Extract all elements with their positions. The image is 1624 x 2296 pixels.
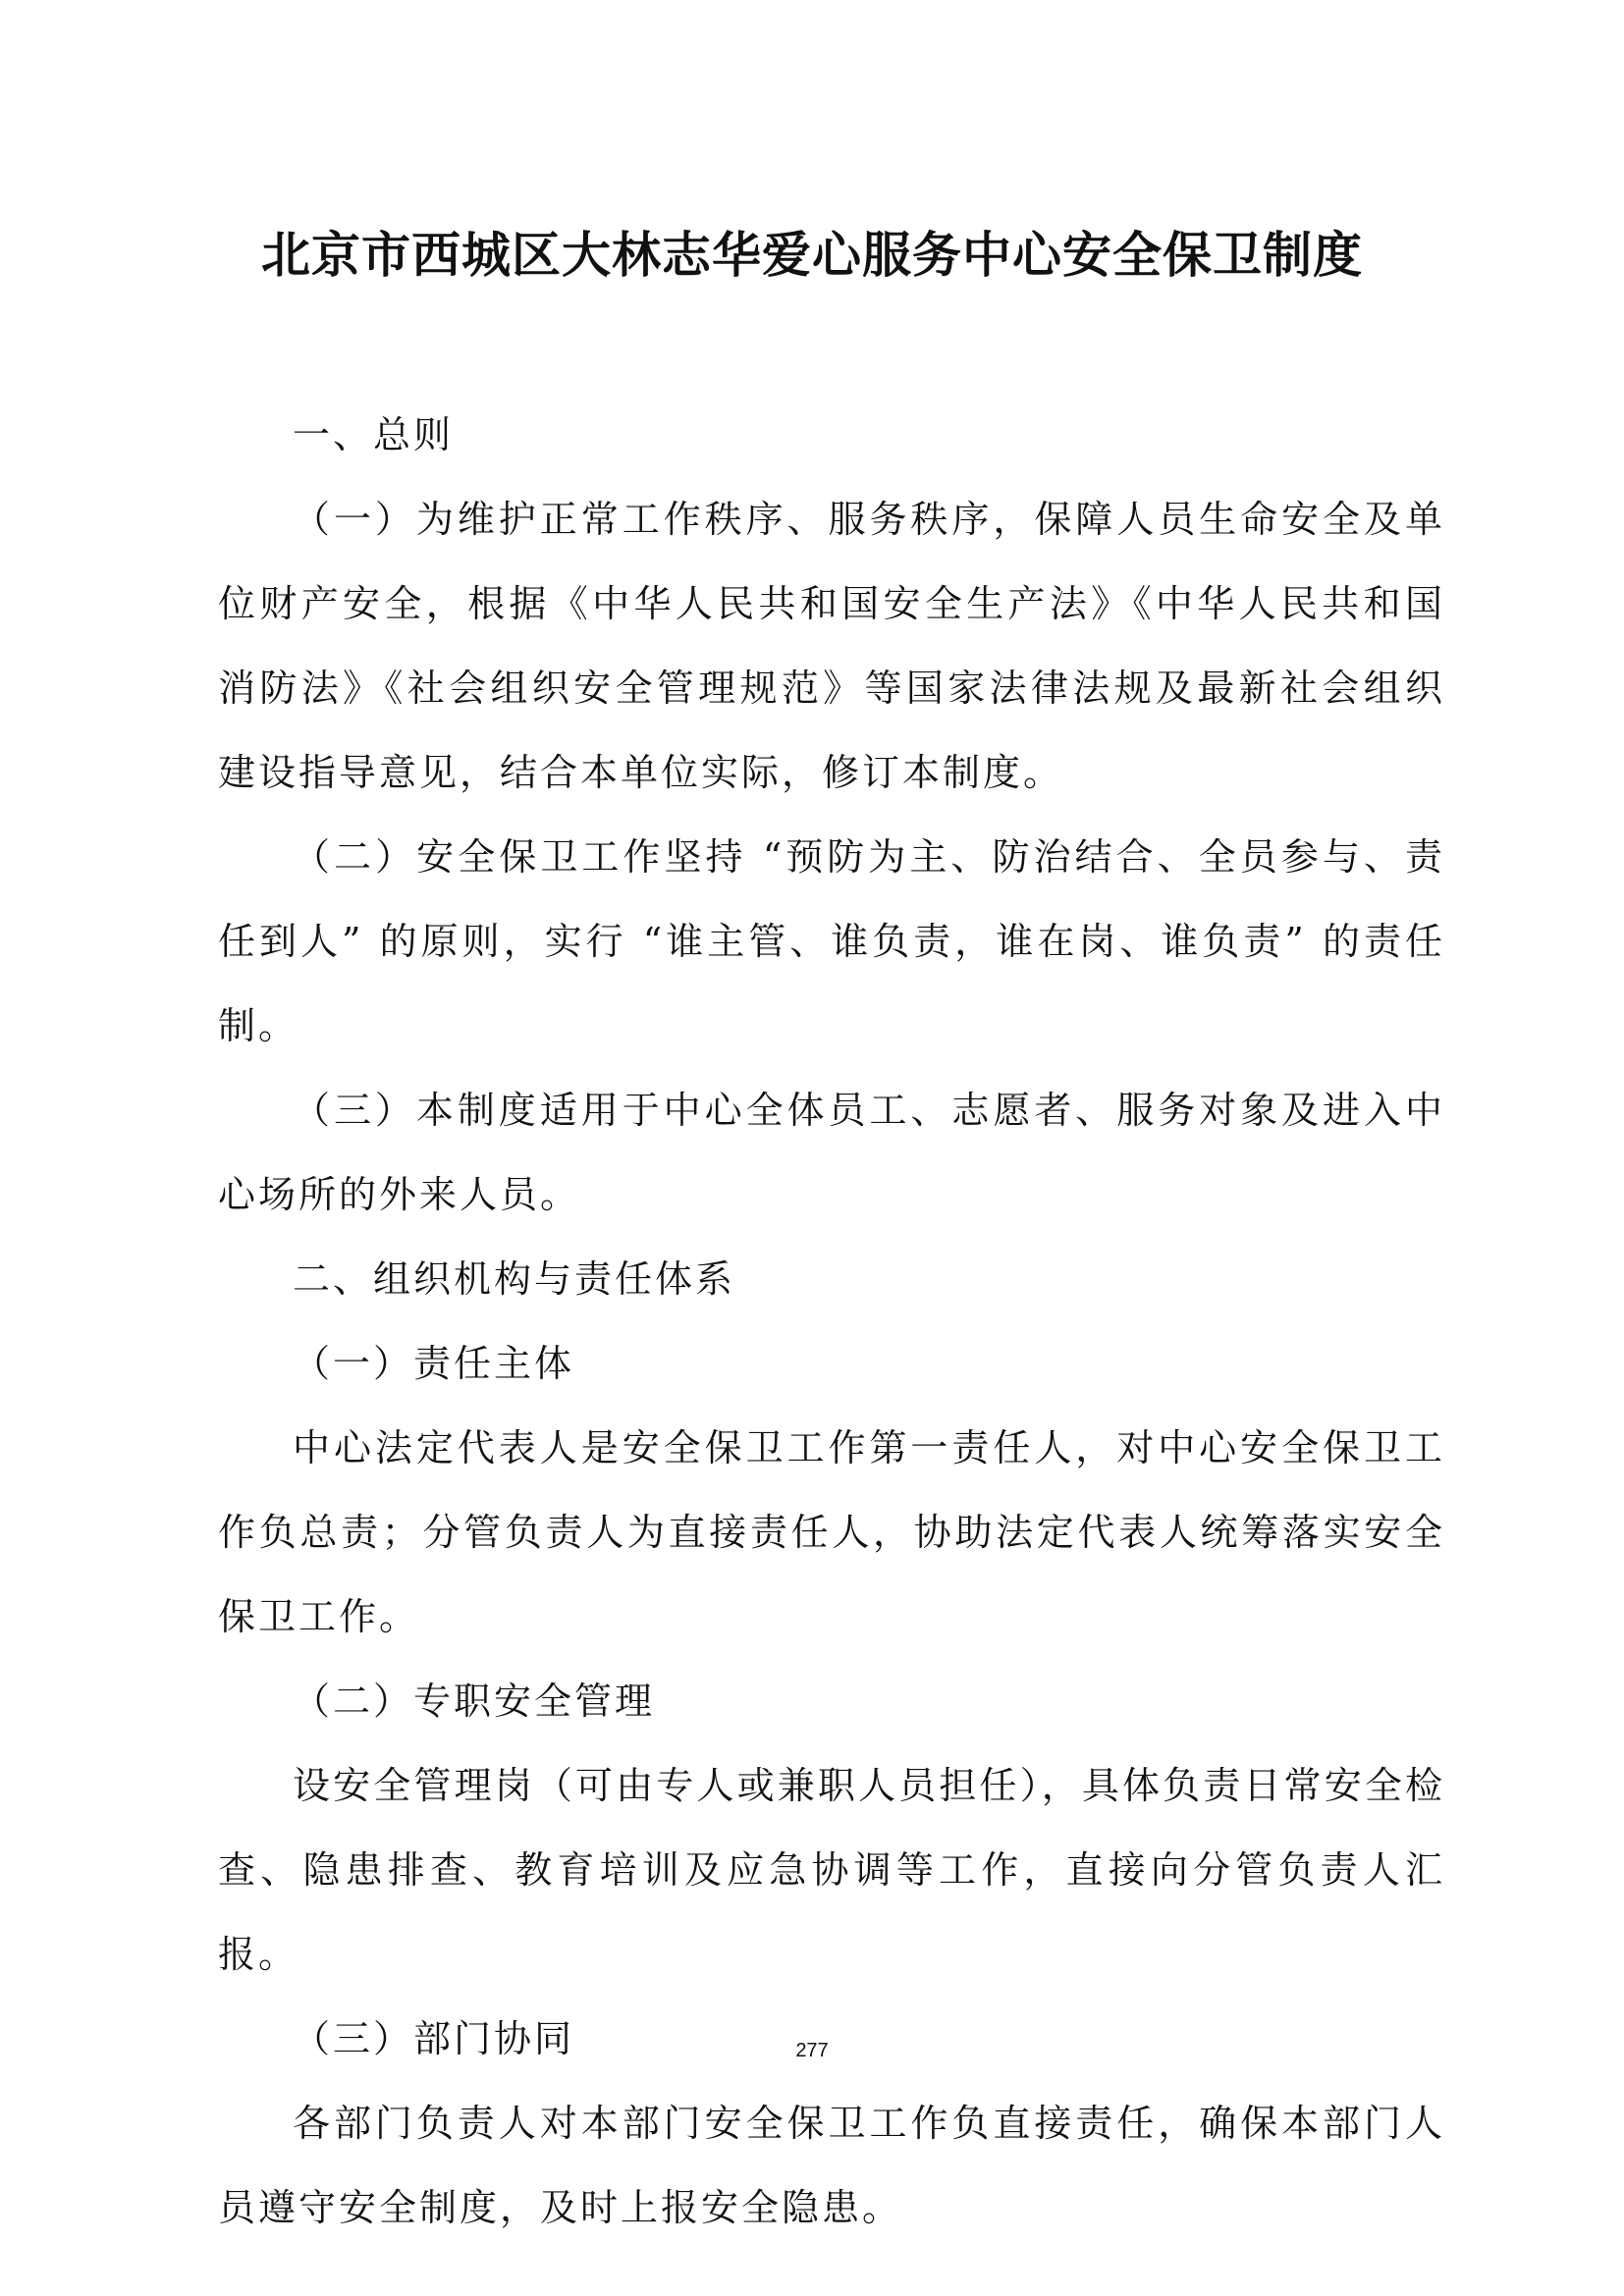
subheading: （二）专职安全管理 — [293, 1680, 656, 1723]
paragraph: 各部门负责人对本部门安全保卫工作负直接责任，确保本部门人员遵守安全制度，及时上报安全隐患。 — [218, 2102, 1445, 2229]
subheading: （三）部门协同 — [293, 2017, 575, 2060]
paragraph: （二）安全保卫工作坚持 “预防为主、防治结合、全员参与、责任到人” 的原则，实行 “谁主管、谁负责，谁在岗、谁负责” 的责任制。 — [218, 835, 1445, 1047]
paragraph: 中心法定代表人是安全保卫工作第一责任人，对中心安全保卫工作负总责；分管负责人为直接责任人，协助法定代表人统筹落实安全保卫工作。 — [218, 1426, 1445, 1638]
paragraph: （一）为维护正常工作秩序、服务秩序，保障人员生命安全及单位财产安全，根据《中华人民共和国安全生产法》《中华人民共和国消防法》《社会组织安全管理规范》等国家法律法规及最新社会组织建设指导意见，结合本单位实际，修订本制度。 — [218, 498, 1445, 794]
paragraph: 设安全管理岗（可由专人或兼职人员担任），具体负责日常安全检查、隐患排查、教育培训及应急协调等工作，直接向分管负责人汇报。 — [218, 1764, 1445, 1976]
paragraph: （三）本制度适用于中心全体员工、志愿者、服务对象及进入中心场所的外来人员。 — [218, 1089, 1445, 1216]
document-body — [218, 393, 1445, 2250]
subheading: （一）责任主体 — [293, 1342, 575, 1385]
document-title: 北京市西城区大林志华爱心服务中心安全保卫制度 — [261, 226, 1363, 284]
page-number: 277 — [795, 2040, 829, 2061]
section-heading-general: 一、总则 — [293, 413, 455, 456]
section-heading-organization: 二、组织机构与责任体系 — [293, 1257, 736, 1301]
